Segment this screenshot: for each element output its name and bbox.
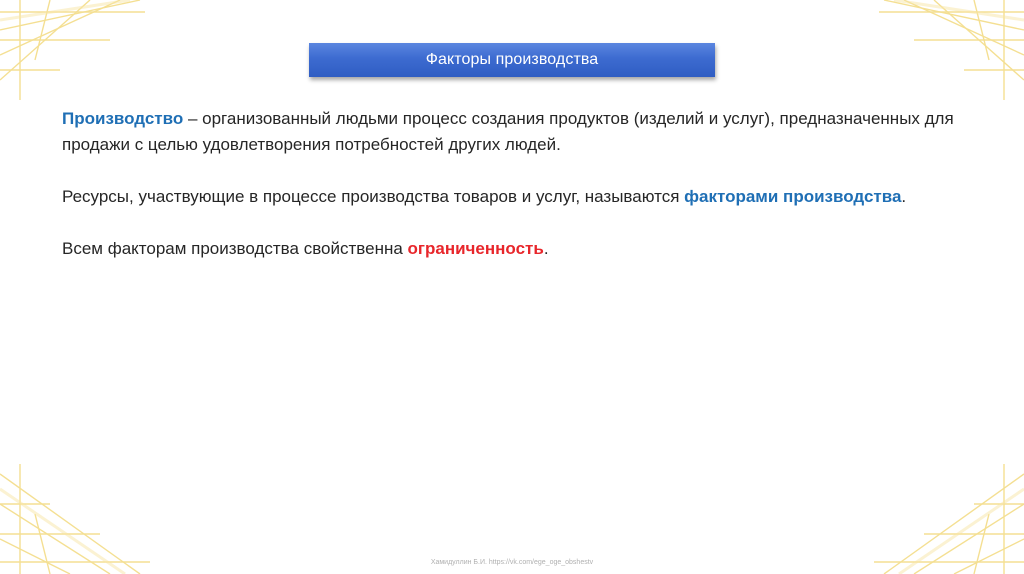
paragraph-definition [62,106,962,158]
paragraph-resources [62,184,962,210]
definition-text: – организованный людьми процесс создания продуктов (изделий и услуг), предназначенных для продажи с целью удовлетворения потребностей других людей. [62,109,954,154]
term-factors-of-production: факторами производства [684,187,902,206]
corner-ornament-bottom-right [874,444,1024,574]
resources-end: . [901,187,907,206]
resources-text: Ресурсы, участвующие в процессе производства товаров и услуг, называются [62,187,685,206]
corner-ornament-bottom-left [0,444,150,574]
term-production: Производство [62,109,184,128]
footer-credit: Хамидуллин Б.И. https://vk.com/ege_oge_obshestv [430,559,594,566]
paragraph-scarcity [62,236,962,262]
slide-title-bar [309,43,715,77]
corner-ornament-top-left [0,0,150,110]
term-scarcity: ограниченность [407,239,544,258]
slide-body [62,106,962,262]
scarcity-text: Всем факторам производства свойственна [62,239,408,258]
slide-title: Факторы производства [425,51,599,68]
scarcity-end: . [543,239,549,258]
corner-ornament-top-right [874,0,1024,110]
